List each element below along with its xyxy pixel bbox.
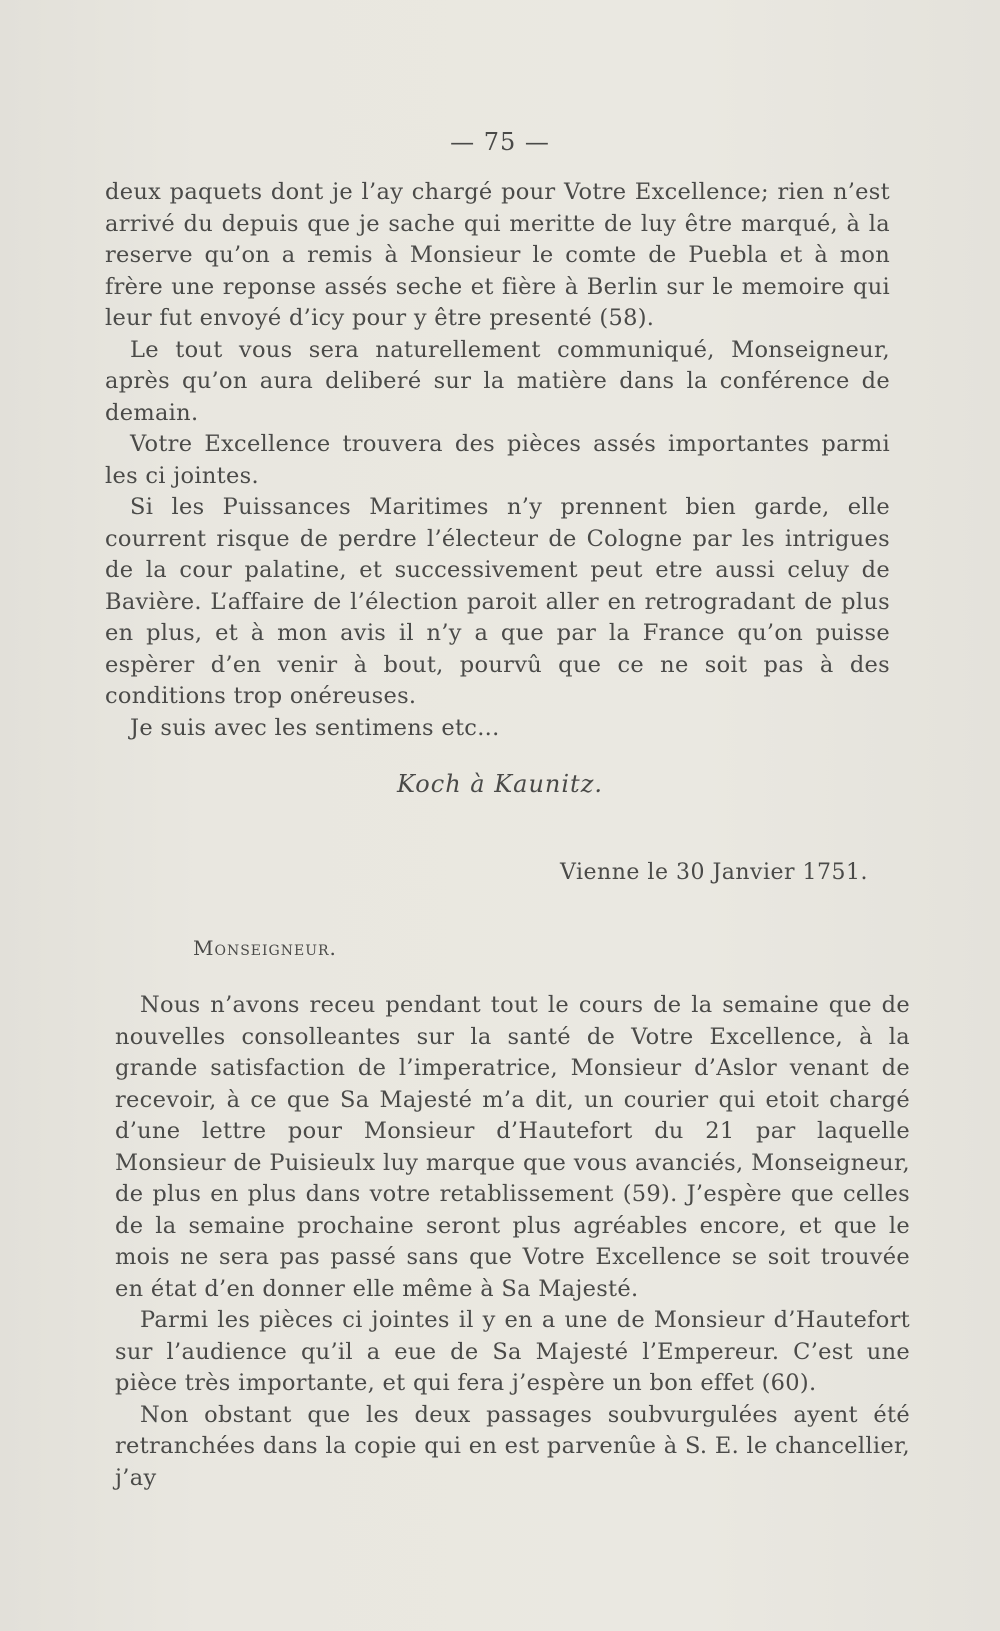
closing-line: Je suis avec les sentimens etc... bbox=[130, 714, 500, 741]
paragraph: Non obstant que les deux passages soubvurgulées ayent été retranchées dans la copie qui en est parvenûe à S. E. le chancellier, j’ay bbox=[115, 1401, 910, 1491]
paragraph: Votre Excellence trouvera des pièces assés importantes parmi les ci jointes. bbox=[105, 431, 890, 489]
paragraph: Si les Puissances Maritimes n’y prennent bien garde, elle courrent risque de perdre l’électeur de Cologne par les intrigues de la cour palatine, et successivement peut etre aussi celuy de Bavière. L’affaire de l’élection paroit aller en retrogradant de plus en plus, et à mon avis il n’y a que par la France qu’on puisse espèrer d’en venir à bout, pourvû que ce ne soit pas à des conditions trop onéreuses. bbox=[105, 494, 890, 709]
paragraph: Nous n’avons receu pendant tout le cours de la semaine que de nouvelles consolleantes sur la santé de Votre Excellence, à la grande satisfaction de l’imperatrice, Monsieur d’Aslor venant de recevoir, à ce que Sa Majesté m’a dit, un courier qui etoit chargé d’une lettre pour Monsieur d’Hautefort du 21 par laquelle Monsieur de Puisieulx luy marque que vous avanciés, Monseigneur, de plus en plus dans votre retablissement (59). J’espère que celles de la semaine prochaine seront plus agréables encore, et que le mois ne sera pas passé sans que Votre Excellence se soit trouvée en état d’en donner elle même à Sa Majesté. bbox=[115, 992, 910, 1302]
letter-body bbox=[115, 990, 910, 1494]
letter-salutation: Monseigneur. bbox=[193, 936, 337, 960]
page-number: — 75 — bbox=[450, 128, 550, 156]
paragraph: deux paquets dont je l’ay chargé pour Votre Excellence; rien n’est arrivé du depuis que je sache qui meritte de luy être marqué, à la reserve qu’on a remis à Monsieur le comte de Puebla et à mon frère une reponse assés seche et fière à Berlin sur le memoire qui leur fut envoyé d’icy pour y être presenté (58). bbox=[105, 179, 890, 331]
paragraph: Parmi les pièces ci jointes il y en a une de Monsieur d’Hautefort sur l’audience qu’il a eue de Sa Majesté l’Empereur. C’est une pièce très importante, et qui fera j’espère un bon effet (60). bbox=[115, 1307, 910, 1396]
letter-heading: Koch à Kaunitz. bbox=[397, 770, 603, 798]
letter-continuation bbox=[105, 177, 890, 744]
paragraph: Le tout vous sera naturellement communiqué, Monseigneur, après qu’on aura deliberé sur la matière dans la conférence de demain. bbox=[105, 336, 890, 426]
letter-dateline: Vienne le 30 Janvier 1751. bbox=[560, 860, 869, 885]
